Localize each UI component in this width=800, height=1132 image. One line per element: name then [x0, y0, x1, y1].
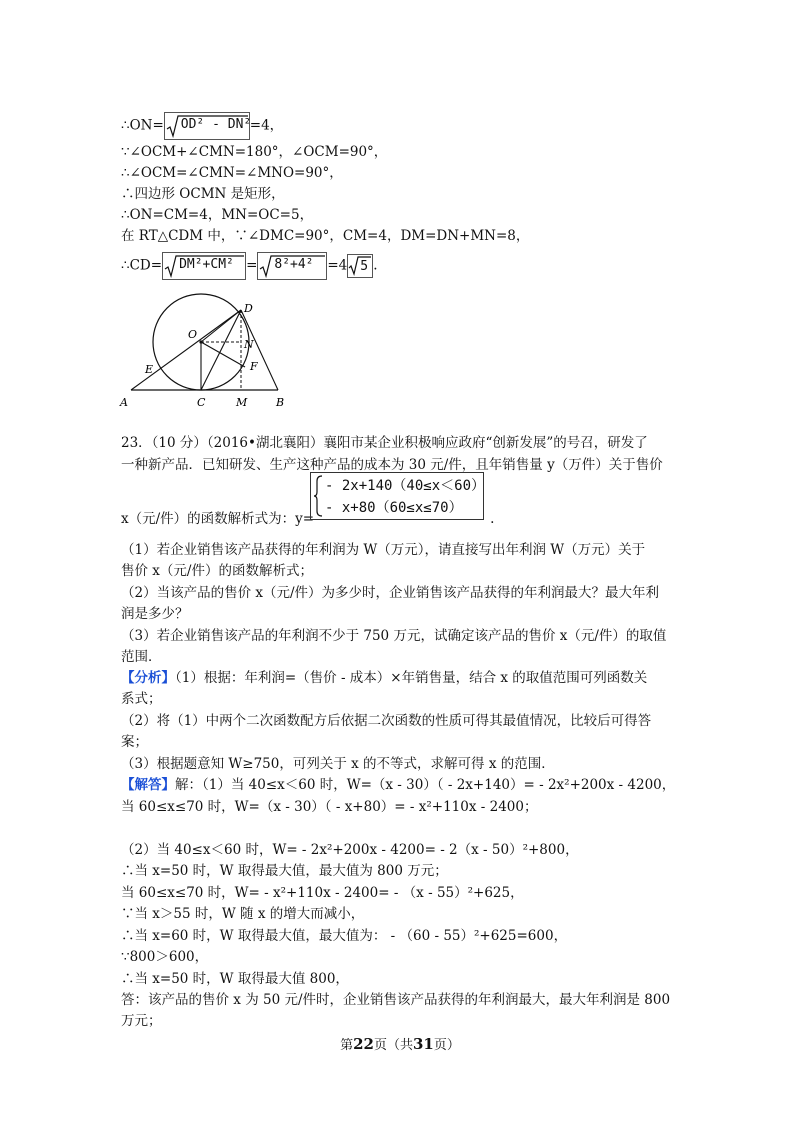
piecewise-function-box: [310, 472, 484, 520]
question-1a: （1）若企业销售该产品获得的年利润为 W（万元），请直接写出年利润 W（万元）关于: [121, 542, 646, 558]
text: 解：（1）当 40≤x＜60 时，W=（x - 30）（ - 2x+140）= - 2x²+200x - 4200，: [175, 777, 676, 793]
page-footer: [0, 1034, 800, 1053]
radicand: 5: [360, 259, 369, 274]
sqrt-expression: [347, 254, 373, 278]
line-cd: [201, 310, 241, 390]
left-brace-icon: [313, 475, 323, 517]
proof-line-7: [121, 252, 378, 280]
sqrt-expression: [257, 252, 327, 280]
question-3a: （3）若企业销售该产品的年利润不少于 750 万元，试确定该产品的售价 x（元/件）的取值: [121, 628, 667, 644]
label-m: M: [236, 396, 248, 409]
geometry-figure: [118, 292, 298, 414]
analysis-line-1: [121, 668, 647, 688]
radicand: DM²+CM²: [179, 257, 234, 272]
proof-line-1: [121, 112, 283, 140]
piecewise-case-1: - 2x+140（40≤x＜60）: [325, 478, 486, 494]
problem-line-2: 一种新产品．已知研发、生产这种产品的成本为 30 元/件，且年销售量 y（万件）关于售价: [121, 457, 663, 473]
analysis-line-2b: 案；: [121, 734, 148, 750]
analysis-tag: 【分析】: [121, 670, 175, 686]
label-o: O: [188, 328, 198, 341]
proof-line-2: ∵∠OCM+∠CMN=180°，∠OCM=90°，: [121, 144, 388, 160]
answer-tag: 【解答】: [121, 777, 175, 793]
text: ∴ON=: [121, 117, 164, 134]
label-c: C: [197, 396, 206, 409]
proof-line-4: ∴四边形 OCMN 是矩形，: [121, 186, 285, 202]
total-pages: 31: [413, 1035, 434, 1053]
text: =4，: [249, 117, 284, 134]
answer-line-2: 当 60≤x≤70 时，W=（x - 30）（ - x+80）= - x²+110x - 2400；: [121, 799, 538, 815]
piecewise-case-2: - x+80（60≤x≤70）: [325, 500, 463, 516]
answer-line-10: 答：该产品的售价 x 为 50 元/件时，企业销售该产品获得的年利润最大，最大年利润是 800: [121, 992, 671, 1008]
answer-line-4: ∴当 x=50 时，W 取得最大值，最大值为 800 万元；: [121, 863, 448, 879]
analysis-line-1b: 系式；: [121, 691, 162, 707]
text: .: [490, 511, 495, 527]
question-2a: （2）当该产品的售价 x（元/件）为多少时，企业销售该产品获得的年利润最大？最大年利: [121, 585, 660, 601]
sqrt-expression: [162, 252, 246, 280]
answer-line-1: [121, 775, 675, 795]
text: ∴CD=: [121, 257, 163, 274]
text: 第: [340, 1038, 354, 1053]
question-2b: 润是多少？: [121, 606, 189, 622]
text: （1）根据：年利润=（售价 - 成本）×年销售量，结合 x 的取值范围可列函数关: [175, 670, 648, 686]
radicand: 8²+4²: [274, 257, 314, 272]
answer-line-5: 当 60≤x≤70 时，W= - x²+110x - 2400= - （x - 55）²+625，: [121, 885, 524, 901]
label-e: E: [145, 363, 154, 376]
label-a: A: [120, 396, 128, 409]
answer-line-9: ∴当 x=50 时，W 取得最大值 800，: [121, 971, 349, 987]
label-n: N: [244, 338, 254, 351]
label-f: F: [250, 360, 258, 373]
text: x（元/件）的函数解析式为：y=: [121, 511, 315, 527]
text: .: [373, 257, 378, 274]
sqrt-expression: [164, 112, 250, 140]
point-o: [199, 340, 202, 343]
label-d: D: [244, 302, 253, 315]
text: =4: [327, 257, 348, 274]
answer-line-3: （2）当 40≤x＜60 时，W= - 2x²+200x - 4200= - 2（x - 50）²+800，: [121, 842, 579, 858]
label-b: B: [276, 396, 285, 409]
page-number: 22: [353, 1035, 374, 1053]
question-1b: 售价 x（元/件）的函数解析式；: [121, 563, 313, 579]
radicand: OD² - DN²: [180, 117, 252, 132]
line-od: [201, 310, 241, 342]
line-ad: [131, 310, 241, 390]
analysis-line-2: （2）将（1）中两个二次函数配方后依据二次函数的性质可得其最值情况，比较后可得答: [121, 713, 652, 729]
analysis-line-3: （3）根据题意知 W≥750，可列关于 x 的不等式，求解可得 x 的范围．: [121, 756, 555, 772]
proof-line-6: 在 RT△CDM 中，∵∠DMC=90°，CM=4，DM=DN+MN=8，: [121, 228, 530, 244]
text: 页）: [433, 1038, 460, 1053]
question-3b: 范围．: [121, 649, 162, 665]
problem-line-1: 23．（10 分）（2016•湖北襄阳）襄阳市某企业积极响应政府“创新发展”的号召，研发了: [121, 435, 648, 451]
answer-line-6: ∵当 x＞55 时，W 随 x 的增大而减小，: [121, 906, 365, 922]
answer-line-11: 万元；: [121, 1013, 162, 1029]
proof-line-3: ∴∠OCM=∠CMN=∠MNO=90°，: [121, 165, 343, 181]
proof-line-5: ∴ON=CM=4，MN=OC=5，: [121, 207, 314, 223]
text: 页（共: [373, 1038, 413, 1053]
text: =: [246, 257, 258, 274]
answer-line-7: ∴当 x=60 时，W 取得最大值，最大值为： - （60 - 55）²+625=600，: [121, 928, 568, 944]
answer-line-8: ∵800＞600，: [121, 949, 209, 965]
